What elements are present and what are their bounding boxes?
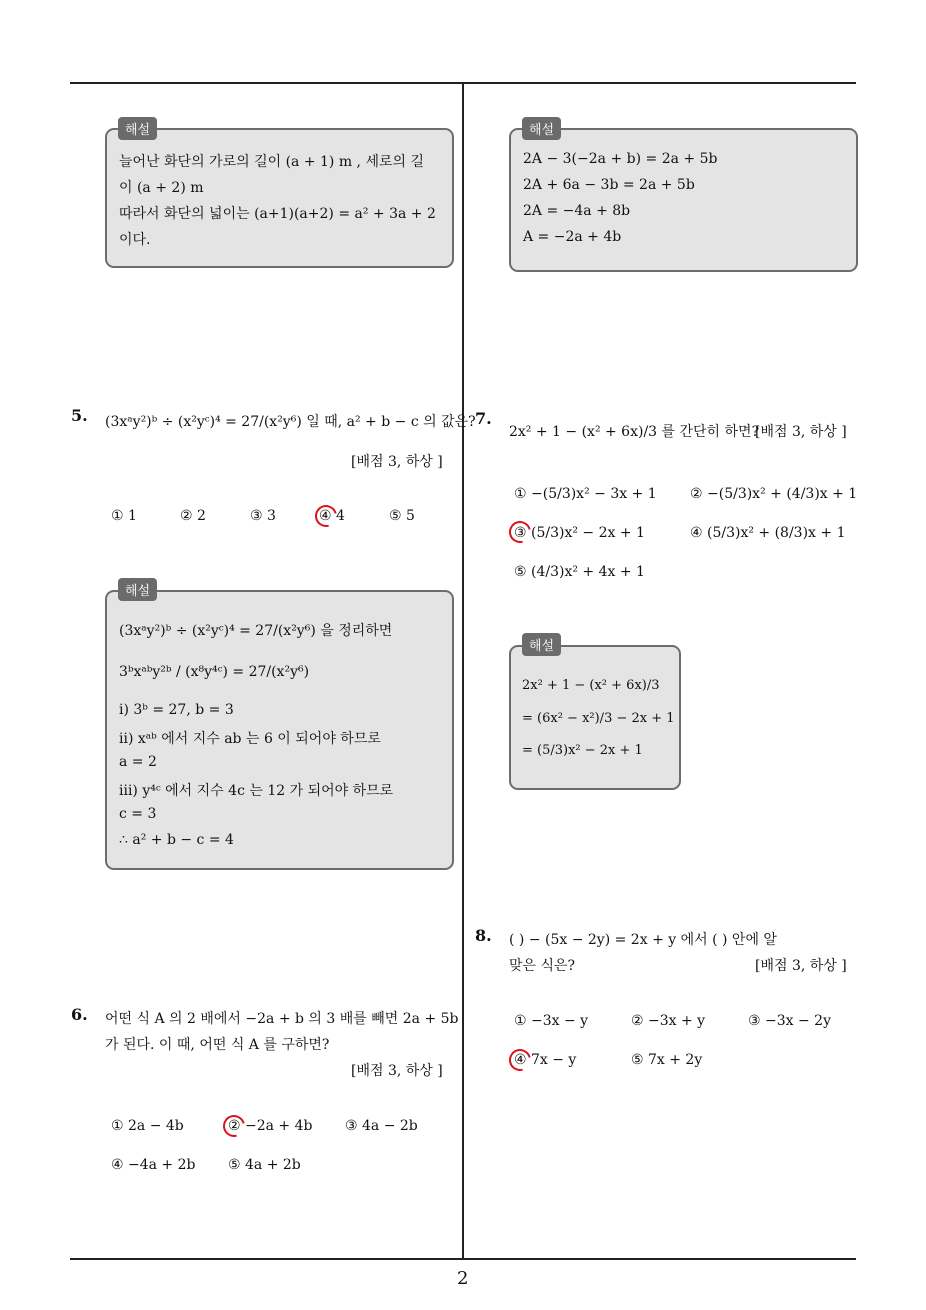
bottom-rule	[70, 1258, 856, 1260]
q6-solution-line: 2A − 3(−2a + b) = 2a + 5b	[523, 151, 718, 167]
q7-choice-2[interactable]: ② −(5/3)x² + (4/3)x + 1	[690, 486, 858, 502]
q7-solution-line: 2x² + 1 − (x² + 6x)/3	[522, 678, 660, 693]
page-number: 2	[457, 1268, 469, 1289]
q6-solution-box	[509, 128, 858, 272]
q6-choice-2[interactable]: ② −2a + 4b	[228, 1118, 313, 1134]
q4-solution-line: 늘어난 화단의 가로의 길이 (a + 1) m , 세로의 길	[119, 154, 424, 170]
q4-solution-line: 이다.	[119, 232, 151, 248]
q8-choice-5[interactable]: ⑤ 7x + 2y	[631, 1052, 703, 1068]
q4-solution-tag: 해설	[118, 117, 157, 140]
q6-solution-tag: 해설	[522, 117, 561, 140]
q7-solution-line: = (6x² − x²)/3 − 2x + 1	[522, 711, 675, 726]
q4-solution-box	[105, 128, 454, 268]
q8-choice-2[interactable]: ② −3x + y	[631, 1013, 706, 1029]
q5-solution-line: c = 3	[119, 806, 157, 822]
q7-choice-3[interactable]: ③ (5/3)x² − 2x + 1	[514, 525, 645, 541]
q8-choice-4[interactable]: ④ 7x − y	[514, 1052, 577, 1068]
q4-solution-line: 따라서 화단의 넓이는 (a+1)(a+2) = a² + 3a + 2	[119, 206, 436, 222]
q6-answer-mark	[219, 1111, 249, 1141]
q5-score: [배점 3, 하상 ]	[351, 454, 443, 470]
q6-choice-1[interactable]: ① 2a − 4b	[111, 1118, 184, 1134]
q5-choice-2[interactable]: ② 2	[180, 508, 206, 524]
q6-solution-line: 2A = −4a + 8b	[523, 203, 631, 219]
q5-choice-3[interactable]: ③ 3	[250, 508, 276, 524]
q7-text: 2x² + 1 − (x² + 6x)/3 를 간단히 하면?	[509, 424, 760, 440]
q6-score: [배점 3, 하상 ]	[351, 1063, 443, 1079]
q7-choice-4[interactable]: ④ (5/3)x² + (8/3)x + 1	[690, 525, 846, 541]
q5-solution-line: (3xᵃy²)ᵇ ÷ (x²yᶜ)⁴ = 27/(x²y⁶) 을 정리하면	[119, 623, 393, 639]
q7-answer-mark	[505, 517, 535, 547]
q8-choice-3[interactable]: ③ −3x − 2y	[748, 1013, 831, 1029]
q5-choice-4[interactable]: ④ 4	[319, 508, 345, 524]
q8-number: 8.	[475, 926, 492, 945]
q8-score: [배점 3, 하상 ]	[755, 958, 847, 974]
q7-score: [배점 3, 하상 ]	[755, 424, 847, 440]
q7-solution-line: = (5/3)x² − 2x + 1	[522, 743, 643, 758]
column-divider	[462, 84, 464, 1259]
q5-solution-line: 3ᵇxᵃᵇy²ᵇ / (x⁸y⁴ᶜ) = 27/(x²y⁶)	[119, 664, 310, 680]
q5-solution-line: ⅰ) 3ᵇ = 27, b = 3	[119, 702, 234, 718]
q5-solution-line: ⅲ) y⁴ᶜ 에서 지수 4c 는 12 가 되어야 하므로	[119, 783, 394, 799]
q6-text-line2: 가 된다. 이 때, 어떤 식 A 를 구하면?	[105, 1037, 330, 1053]
q5-solution-line: ∴ a² + b − c = 4	[119, 832, 234, 848]
q7-choice-1[interactable]: ① −(5/3)x² − 3x + 1	[514, 486, 657, 502]
q6-choice-3[interactable]: ③ 4a − 2b	[345, 1118, 418, 1134]
q7-solution-tag: 해설	[522, 633, 561, 656]
q6-solution-line: A = −2a + 4b	[523, 229, 622, 245]
q5-solution-tag: 해설	[118, 578, 157, 601]
q5-choice-5[interactable]: ⑤ 5	[389, 508, 415, 524]
q6-choice-4[interactable]: ④ −4a + 2b	[111, 1157, 196, 1173]
q5-answer-mark	[311, 501, 341, 531]
q4-solution-line: 이 (a + 2) m	[119, 180, 204, 196]
q6-choice-5[interactable]: ⑤ 4a + 2b	[228, 1157, 301, 1173]
q8-text-line1: ( ) − (5x − 2y) = 2x + y 에서 ( ) 안에 알	[509, 932, 777, 948]
q6-text-line1: 어떤 식 A 의 2 배에서 −2a + b 의 3 배를 빼면 2a + 5b	[105, 1011, 459, 1027]
q5-solution-line: ⅱ) xᵃᵇ 에서 지수 ab 는 6 이 되어야 하므로	[119, 731, 381, 747]
q8-choice-1[interactable]: ① −3x − y	[514, 1013, 589, 1029]
q5-choice-1[interactable]: ① 1	[111, 508, 137, 524]
q5-solution-line: a = 2	[119, 754, 157, 770]
q5-number: 5.	[71, 406, 88, 425]
q5-text: (3xᵃy²)ᵇ ÷ (x²yᶜ)⁴ = 27/(x²y⁶) 일 때, a² + b − c 의 값은?	[105, 414, 476, 430]
q7-choice-5[interactable]: ⑤ (4/3)x² + 4x + 1	[514, 564, 645, 580]
q8-text-line2: 맞은 식은?	[509, 958, 576, 974]
q7-number: 7.	[475, 409, 492, 428]
q6-number: 6.	[71, 1005, 88, 1024]
q6-solution-line: 2A + 6a − 3b = 2a + 5b	[523, 177, 695, 193]
q8-answer-mark	[505, 1045, 535, 1075]
